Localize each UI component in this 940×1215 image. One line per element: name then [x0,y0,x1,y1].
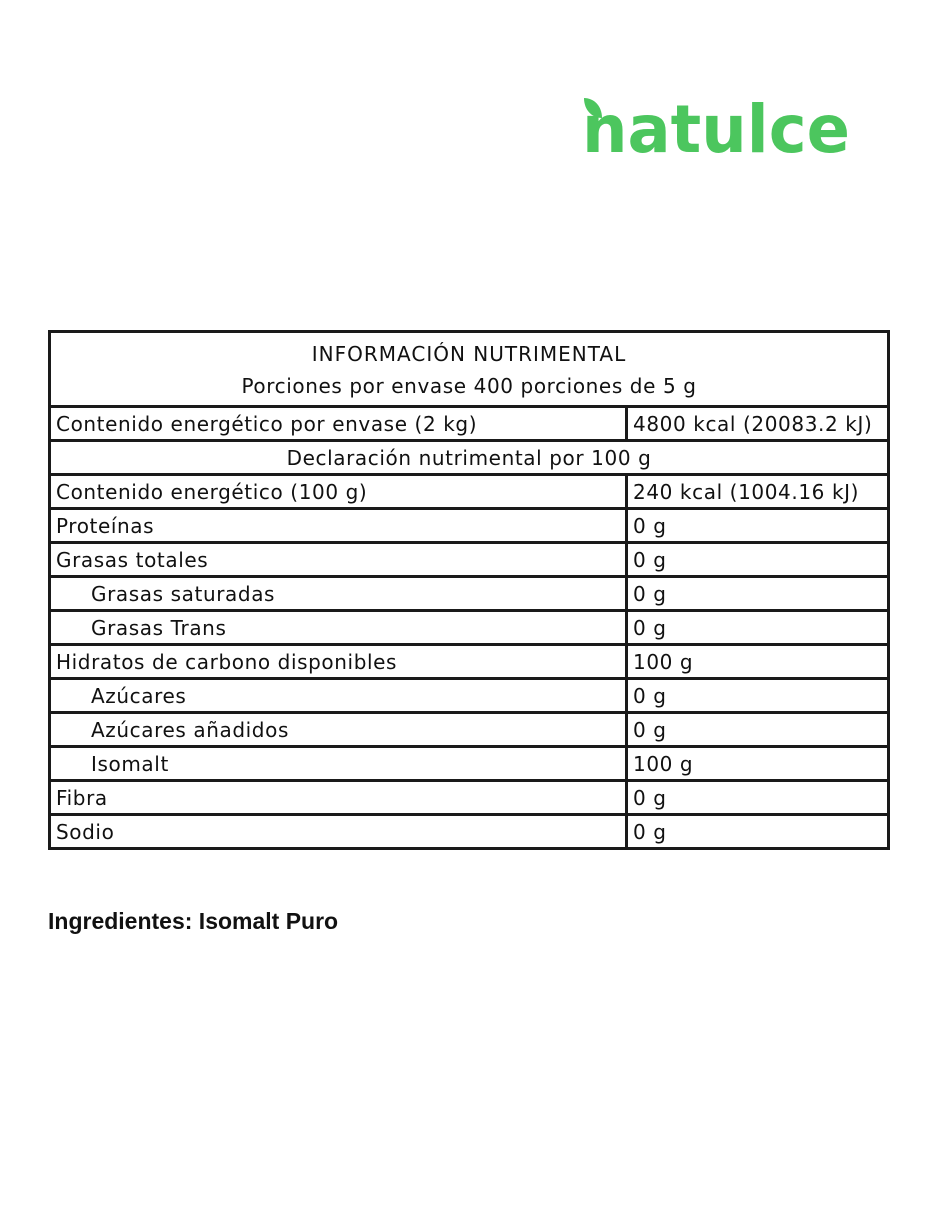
nutrient-value: 0 g [627,713,889,747]
nutrient-label: Contenido energético (100 g) [50,475,627,509]
table-title: INFORMACIÓN NUTRIMENTAL [311,342,627,366]
nutrient-value: 100 g [627,645,889,679]
nutrient-label: Azúcares [50,679,627,713]
table-row [50,475,889,509]
table-row [50,645,889,679]
nutrient-value: 0 g [627,611,889,645]
nutrient-value: 0 g [627,679,889,713]
table-row [50,509,889,543]
nutrient-value: 0 g [627,577,889,611]
nutrient-label: Isomalt [50,747,627,781]
nutrient-label: Grasas saturadas [50,577,627,611]
nutrient-label: Proteínas [50,509,627,543]
energy-package-value: 4800 kcal (20083.2 kJ) [627,407,889,441]
table-row [50,713,889,747]
natulce-logo [580,88,855,168]
nutrient-label: Sodio [50,815,627,849]
declaration-row [50,441,889,475]
table-row [50,611,889,645]
nutrient-label: Fibra [50,781,627,815]
table-row [50,577,889,611]
declaration-text: Declaración nutrimental por 100 g [50,441,889,475]
table-row [50,679,889,713]
nutrient-value: 100 g [627,747,889,781]
nutrition-facts-table [48,330,890,850]
servings-text: Porciones por envase 400 porciones de 5 g [241,374,697,398]
nutrient-label: Azúcares añadidos [50,713,627,747]
energy-package-row [50,407,889,441]
nutrient-label: Hidratos de carbono disponibles [50,645,627,679]
nutrient-label: Grasas Trans [50,611,627,645]
nutrient-value: 0 g [627,781,889,815]
table-header-cell [50,332,889,407]
logo-wordmark: natulce [582,91,850,168]
nutrient-value: 0 g [627,815,889,849]
table-row [50,781,889,815]
table-row [50,815,889,849]
table-header-row [50,332,889,407]
nutrient-value: 0 g [627,509,889,543]
table-row [50,747,889,781]
nutrient-value: 0 g [627,543,889,577]
energy-package-label: Contenido energético por envase (2 kg) [50,407,627,441]
nutrient-value: 240 kcal (1004.16 kJ) [627,475,889,509]
nutrient-label: Grasas totales [50,543,627,577]
table-row [50,543,889,577]
ingredients-text: Ingredientes: Isomalt Puro [48,908,339,934]
